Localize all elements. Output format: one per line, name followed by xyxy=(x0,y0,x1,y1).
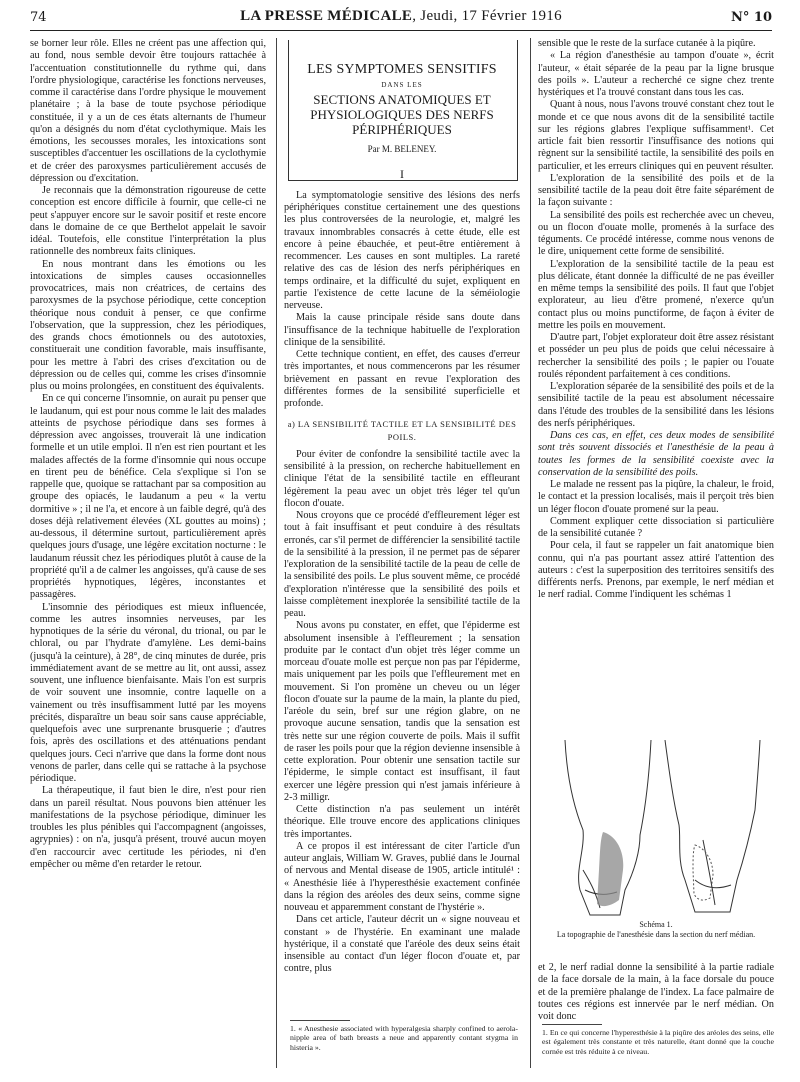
figure-caption xyxy=(540,920,772,940)
section-number: I xyxy=(400,166,404,181)
figure-caption-text: La topographie de l'anesthésie dans la section du nerf médian. xyxy=(556,930,756,939)
paragraph: et 2, le nerf radial donne la sensibilité à la partie radiale de la face dorsale de la main, à la face dorsale du pouce et de la première phalange de l'index. La face palmaire de toutes ces régions est innervée par le nerf médian. On voit donc xyxy=(538,962,774,1022)
footnote-rule xyxy=(290,1020,350,1021)
paragraph: Nous avons pu constater, en effet, que l'épiderme est absolument insensible à l'effleurement ; la sensation produite par le contact d'un objet très léger comme un morceau d'ouate molle est perçue non pas par l'épiderme, mais uniquement par les poils que l'effleurement met en mouvement. Si l'on promène un cheveu ou un léger flocon d'ouate sur la paume de la main, la plante du pied, l'aréole du sein, bref sur une région glabre, on ne provoque aucune sensation, tandis que la sensation est très nette sur une région couverte de poils. Mais il suffit de raser les poils pour que la région devienne insensible à cette exploration. Pour obtenir une sensation tactile sur l'épiderme, le simple contact est insuffisant, il faut exercer une légère pression qui n'est jamais inférieure à 2-3 milligr. xyxy=(284,620,520,803)
section-heading: a) LA SENSIBILITÉ TACTILE ET LA SENSIBILITÉ DES POILS. xyxy=(287,419,517,442)
paragraph: Cette distinction n'a pas seulement un intérêt théorique. Elle trouve encore des applications cliniques très importantes. xyxy=(284,804,520,840)
paragraph: Pour éviter de confondre la sensibilité tactile avec la sensibilité à la pression, on recherche habituellement en clinique l'état de la sensibilité tactile en effleurant légèrement la peau avec un objet très léger tel qu'un flocon d'ouate. xyxy=(284,448,520,509)
paragraph: D'autre part, l'objet explorateur doit être assez résistant et posséder un peu plus de poids que celui nécessaire à rechercher la sensibilité des poils ; le papier ou l'ouate roulés répondent parfaitement à ces conditions. xyxy=(538,332,774,380)
figure-label: Schéma 1. xyxy=(639,920,673,929)
column-3 xyxy=(538,38,774,602)
paragraph: L'exploration de la sensibilité des poils et de la sensibilité tactile de la peau doit être faite séparément de la façon suivante : xyxy=(538,172,774,209)
paragraph: Comment expliquer cette dissociation si particulière de la sensibilité cutanée ? xyxy=(538,515,774,539)
paragraph: A ce propos il est intéressant de citer l'article d'un auteur anglais, William W. Graves, publié dans le Journal of nervous and Mental disease de 1905, article intitulé¹ : « Anesthésie liée à l'hyperesthésie exactement confinée dans la région des aréoles des deux seins, comme signe nouveau et apparemment constant de l'hystérie ». xyxy=(284,840,520,913)
paragraph: Pour cela, il faut se rappeler un fait anatomique bien connu, qui n'a pas pourtant assez attiré l'attention des auteurs : c'est la superposition des territoires sensitifs des différents nerfs. Prenons, par exemple, le nerf médian et le nerf radial. Comme l'indiquent les schémas 1 xyxy=(538,540,774,601)
paragraph: La thérapeutique, il faut bien le dire, n'est pour rien dans un pareil résultat. Nous pouvons bien atténuer les manifestations de la psychose périodique, diminuer les troubles les plus pénibles qui l'accompagnent (angoisses, agrypnies) : on n'a, jusqu'à présent, trouvé aucun moyen d'en raccourcir avec certitude les périodes, ni d'en empêcher ou même d'en retarder le retour. xyxy=(30,785,266,870)
paragraph: sensible que le reste de la surface cutanée à la piqûre. xyxy=(538,38,756,49)
article-subtitle: SECTIONS ANATOMIQUES ET PHYSIOLOGIQUES DES NERFS PÉRIPHÉRIQUES xyxy=(310,92,494,138)
paragraph: Dans cet article, l'auteur décrit un « signe nouveau et constant » de l'hystérie. En examinant une malade hystérique, il a constaté que l'aréole des deux seins était insensible au contact d'un léger flocon d'ouate et, par contre, plus xyxy=(284,914,520,975)
footnote: 1. « Anesthesie associated with hyperalgesia sharply confined to aerola-nipple area of bath breasts a neue and apparently contant stygma in histeria ». xyxy=(290,1024,518,1052)
paragraph: La sensibilité des poils est recherchée avec un cheveu, ou un flocon d'ouate molle, promenés à la surface des téguments. Ce procédé intéresse, comme nous venons de le dire, uniquement cette forme de sensibilité. xyxy=(538,209,774,258)
paragraph: se borner leur rôle. Elles ne créent pas une affection qui, au fond, nous semble devoir être toujours rattachée à l'accentuation constitutionnelle du rythme qui, dans l'ordre physiologique, caractérise les fonctions nerveuses, comme il caractérise dans l'ordre physique le mouvement planétaire ; à la base de toute psychose périodique constituée, il y a un de ces états alternants de l'humeur qu'on a désignés du nom d'état cyclothymique. Mais les émotions, les secousses morales, les intoxications sont susceptibles d'accentuer les oscillations de la cyclothymie et de créer des paroxysmes particulièrement accusés de dépression ou d'excitation. xyxy=(30,38,266,184)
article-title: LES SYMPTOMES SENSITIFS xyxy=(307,62,497,77)
column-rule xyxy=(530,38,531,1068)
paragraph: En nous montrant dans les émotions ou les intoxications de simples causes occasionnelles provocatrices, mais non créatrices, de certains des paroxysmes de la psychose périodique, cette conception théorique nous conduit à penser, ce que confirme l'observation, que la suppression, chez les périodiques, des grands chocs émotionnels ou des autotoxies, constituerait une condition favorable, mais insuffisante, pour les mettre à l'abri des crises d'excitation ou de dépression ou de celles qui, comme les crises d'insomnie plus ou moins prolongées, en constituent des équivalents. xyxy=(30,258,266,392)
paragraph: La symptomatologie sensitive des lésions des nerfs périphériques constitue certainement une des questions les plus controversées de la neurologie, et, malgré les travaux innombrables consacrés à cette étude, elle est encore à peine ébauchée, et peut-être entièrement à recommencer. Les causes en sont multiples. La rareté relative des cas de lésion des nerfs périphériques en temps ordinaire, et la difficulté du sujet, expliquent en partie l'existence de cette lacune de la séméiologie nerveuse. xyxy=(284,189,520,311)
paragraph: Dans ces cas, en effet, ces deux modes de sensibilité sont très souvent dissociés et l'anesthésie de la peau à toutes les formes de la sensibilité coexiste avec la conservation de la sensibilité des poils. xyxy=(538,430,774,478)
issue-number: N° 10 xyxy=(731,10,772,25)
article-title-connector: DANS LES xyxy=(381,81,423,89)
column-rule xyxy=(276,38,277,1068)
footnote-rule xyxy=(542,1024,602,1025)
column-3-continued xyxy=(538,962,774,1023)
paragraph: Mais la cause principale réside sans doute dans l'insuffisance de la technique habituelle de l'exploration clinique de la sensibilité. xyxy=(284,312,520,348)
paragraph: En ce qui concerne l'insomnie, on aurait pu penser que le laudanum, qui est pour nous comme le lait des malades atteints de psychose périodique dans ses formes à dépression avec angoisses, trouverait là une indication formelle et un utile emploi. Il n'en est rien pourtant et les malades affectés de la forme d'insomnie qui nous occupe en tirent peu de bénéfice. Cela s'explique si l'on se rappelle que, quoique se rattachant par sa composition au groupe des opiacés, le laudanum a peu « la vertu dormitive » ; il ne l'a, et encore à un faible degré, qu'à des doses déjà relativement élevées (XL gouttes au moins) ; au-dessous, il détermine surtout, particulièrement après quelques jours d'usage, une légère excitation nocturne : le laudanum réussit chez les périodiques plutôt à cause de la propriété qu'il a de calmer les angoisses, qu'à cause de ses propriétés hypnotiques, légères, inconstantes et passagères. xyxy=(30,393,266,601)
journal-name: LA PRESSE MÉDICALE xyxy=(240,8,413,24)
paragraph: L'exploration de la sensibilité tactile de la peau est plus délicate, étant donnée la difficulté de ne pas éveiller en même temps la sensibilité des poils. Il faut que l'objet explorateur, au lieu d'être promené, n'exerce qu'un contact plus ou moins punctiforme, de façon à éviter de mettre les poils en mouvement. xyxy=(538,258,774,331)
paragraph: Le malade ne ressent pas la piqûre, la chaleur, le froid, le contact et la pression localisés, mais il perçoit très bien un léger flocon d'ouate promené sur la peau. xyxy=(538,479,774,515)
paragraph: Cette technique contient, en effet, des causes d'erreur très importantes, et nous commencerons par les résumer brièvement en passant en revue l'exploration des différentes formes de la sensibilité superficielle et profonde. xyxy=(284,349,520,409)
paragraph: Nous croyons que ce procédé d'effleurement léger est tout à fait insuffisant et peut conduire à des résultats erronés, car s'il permet de différencier la sensibilité tactile de la sensibilité à la pression, il ne permet pas de séparer l'exploration de la sensibilité tactile de la peau de celle de la sensibilité des poils. Le plus souvent même, ce procédé d'exploration n'intéresse que la sensibilité des poils et laisse complètement inexplorée la sensibilité tactile de la peau. xyxy=(284,510,520,619)
footnote: 1. En ce qui concerne l'hyperesthésie à la piqûre des aréoles des seins, elle est également très constante et très naturelle, étant donné que la couche cornée est très réduite à ce niveau. xyxy=(542,1028,774,1056)
paragraph: « La région d'anesthésie au tampon d'ouate », écrit l'auteur, « était séparée de la peau par la ligne brusque des poils ». L'auteur a recherché ce signe chez trente hystériques et l'a trouvé constant dans tous les cas. xyxy=(538,50,774,98)
article-author: Par M. BELENEY. xyxy=(367,144,437,155)
column-1 xyxy=(30,38,266,871)
paragraph: L'exploration séparée de la sensibilité des poils et de la sensibilité tactile de la peau est absolument nécessaire dans l'étude des troubles de la sensibilité dans les lésions des nerfs périphériques. xyxy=(538,381,774,429)
paragraph: Je reconnais que la démonstration rigoureuse de cette conception est encore difficile à fournir, que celle-ci ne peut s'appuyer encore sur le savoir positif et reste encore dans le domaine de ce que Berthelot appelait le savoir idéal. Toutefois, elle constitue l'interprétation la plus rationnelle des nombreux faits cliniques. xyxy=(30,185,266,258)
column-2 xyxy=(284,38,520,976)
page-number: 74 xyxy=(30,10,47,25)
paragraph: L'insomnie des périodiques est mieux influencée, comme les autres insomnies nerveuses, par les hypnotiques de la série du véronal, du trional, ou par le chloral, ou par l'hydrate d'amylène. Les demi-bains (jusqu'à la ceinture), à 28°, de cinq minutes de durée, pris immédiatement avant de se mettre au lit, ont aussi, assez souvent, une influence bienfaisante. Mais l'on est surpris de voir souvent une insomnie, contre laquelle on a vainement ou très insuffisamment lutté par les moyens précités, disparaître un beau soir sans cause appréciable, quelquefois avec une surprenante brusquerie ; d'autres fois, après des oscillations et des atténuations pendant quelques jours. Ceci n'arrive que dans la forme dont nous venons de parler, dans celle qui se rattache à la psychose périodique. xyxy=(30,601,266,784)
hand-schema-figure xyxy=(545,740,765,920)
issue-date: , Jeudi, 17 Février 1916 xyxy=(412,8,562,24)
paragraph: Quant à nous, nous l'avons trouvé constant chez tout le monde et ce que nous avons dit de la sensibilité tactile sur les régions glabres l'explique suffisamment¹. Cet article fait bien ressortir l'insuffisance des notions qui règnent sur la sensibilité tactile, la sensibilité des poils en particulier, et les erreurs cliniques qui en peuvent résulter. xyxy=(538,99,774,172)
running-title xyxy=(30,8,772,25)
page-header xyxy=(30,8,772,31)
